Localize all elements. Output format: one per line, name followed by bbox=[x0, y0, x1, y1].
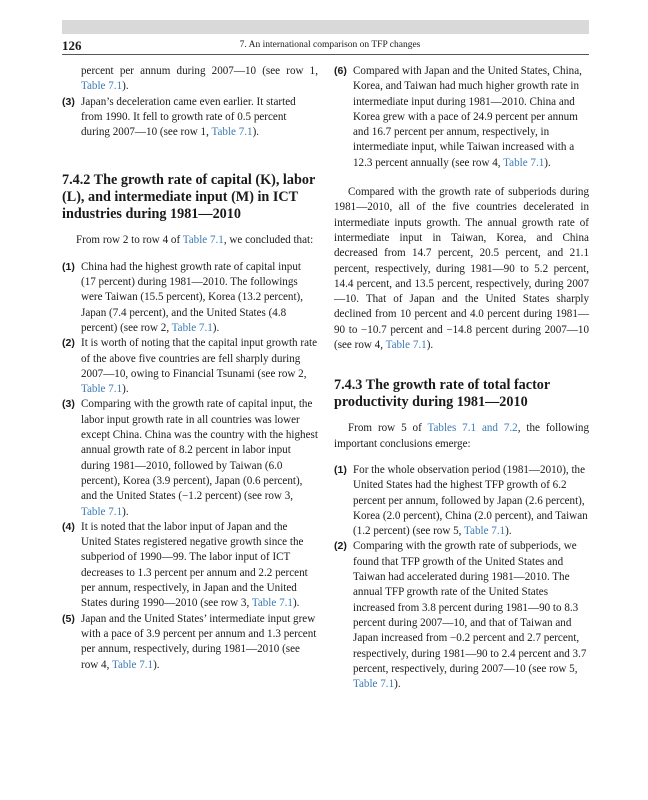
list-item: (2) Comparing with the growth rate of subperiods, we found that TFP growth of the United States and Taiwan had accelerated during 1981—2010. The annual TFP growth rate of the United States increased from 3.8 percent during 1981—90 to 8.3 percent during 2007—10, and that of Taiwan and Japan increased from −0.2 percent and 2.7 percent, respectively, during 1981—90 to 2.4 percent and 3.7 percent, respectively, during 2007—10 (see row 5, Table 7.1). bbox=[334, 540, 587, 691]
table-ref-link[interactable]: Table 7.1 bbox=[182, 234, 224, 247]
right-column bbox=[334, 64, 589, 692]
table-ref-link[interactable]: Table 7.1 bbox=[81, 505, 123, 518]
list-item: (1) For the whole observation period (1981—2010), the United States had the highest TFP growth of 6.2 percent per annum, followed by Japan (2.6 percent), Korea (2.0 percent), China (2.0 percent), and Taiwan (1.2 percent) (see row 5, Table 7.1). bbox=[334, 463, 588, 538]
table-ref-link[interactable]: Table 7.1 bbox=[503, 156, 545, 169]
table-ref-link[interactable]: Table 7.1 bbox=[353, 678, 395, 691]
section-heading: 7.4.3 The growth rate of total factor productivity during 1981—2010 bbox=[334, 377, 550, 411]
table-ref-link[interactable]: Table 7.1 bbox=[111, 658, 154, 671]
paragraph: From row 5 of Tables 7.1 and 7.2, the following important conclusions emerge: bbox=[334, 422, 589, 450]
paragraph: From row 2 to row 4 of Table 7.1, we concluded that: bbox=[76, 234, 314, 247]
list bbox=[334, 64, 589, 171]
left-column bbox=[62, 64, 318, 673]
running-title: 7. An international comparison on TFP changes bbox=[239, 40, 421, 50]
table-ref-link[interactable]: Table 7.1 bbox=[171, 321, 213, 334]
list bbox=[334, 463, 589, 692]
page-number: 126 bbox=[62, 38, 82, 53]
table-ref-link[interactable]: Table 7.1 bbox=[81, 80, 123, 93]
header-rule bbox=[62, 54, 589, 55]
list-item: (4) It is noted that the labor input of Japan and the United States registered negative growth since the subperiod of 1990—99. The labor input of ICT decreases to 1.3 percent per annum and 2.2 percent per annum, respectively, in Japan and the United States during 1990—2010 (see row 3, Table 7.1). bbox=[62, 520, 308, 610]
table-ref-link[interactable]: Table 7.1 bbox=[211, 126, 253, 139]
continued-text: percent per annum during 2007—10 (see row 1, Table 7.1). bbox=[81, 65, 318, 93]
list-item: (3) Japan’s deceleration came even earlier. It started from 1990. It fell to growth rate of 0.5 percent during 2007—10 (see row 1, Table 7.1). bbox=[62, 95, 296, 139]
table-ref-link[interactable]: Tables 7.1 and 7.2 bbox=[427, 422, 518, 435]
list-item: (6) Compared with Japan and the United States, China, Korea, and Taiwan had much higher growth rate in intermediate input during 1981—2010. China and Korea grew with a pace of 24.9 percent per annum and 16.7 percent per annum, respectively, in intermediate input, while Taiwan increased with a 12.3 percent annually (see row 4, Table 7.1). bbox=[334, 65, 582, 169]
list-item: (1) China had the highest growth rate of capital input (17 percent) during 1981—2010. The followings were Taiwan (15.5 percent), Korea (13.2 percent), Japan (7.4 percent), and the United States (4.8 percent) (see row 2, Table 7.1). bbox=[62, 260, 304, 334]
section-heading: 7.4.2 The growth rate of capital (K), labor (L), and intermediate input (M) in ICT industries during 1981—2010 bbox=[62, 172, 315, 223]
table-ref-link[interactable]: Table 7.1 bbox=[464, 525, 506, 538]
list-item: (5) Japan and the United States’ intermediate input grew with a pace of 3.9 percent per annum and 1.3 percent per annum, respectively, during 1981—2010 (see row 4, Table 7.1). bbox=[62, 612, 317, 671]
list-item: (3) Comparing with the growth rate of capital input, the labor input growth rate in all countries was lower except China. China was the country with the highest annual growth rate of 8.2 percent in labor input during 1981—2010, followed by Taiwan (6.0 percent), Korea (3.9 percent), Japan (0.6 percent), and the United States (−1.2 percent) (see row 3, Table 7.1). bbox=[62, 398, 318, 518]
list bbox=[62, 260, 318, 673]
list bbox=[62, 95, 318, 141]
table-ref-link[interactable]: Table 7.1 bbox=[251, 597, 293, 610]
paragraph: Compared with the growth rate of subperiods during 1981—2010, all of the five countries decelerated in intermediate inputs growth. The annual growth rate of intermediate input in Taiwan, Korea, and China decreased from 14.7 percent, 20.5 percent, and 21.1 percent, respectively, during 1981—90 to 5.2 percent, 14.4 percent, and 13.5 percent, respectively, during 2007—10. That of Japan and the United States sharply declined from 10 percent and 4.0 percent during 1981—90 to −10.7 percent and −14.8 percent during 2007—10 (see row 4, Table 7.1). bbox=[334, 186, 589, 352]
table-ref-link[interactable]: Table 7.1 bbox=[385, 339, 427, 352]
header-bar bbox=[62, 20, 589, 34]
list-item: (2) It is worth of noting that the capital input growth rate of the above five countries are fell sharply during 2007—10, owing to Financial Tsunami (see row 2, Table 7.1). bbox=[62, 337, 317, 396]
table-ref-link[interactable]: Table 7.1 bbox=[81, 383, 123, 396]
